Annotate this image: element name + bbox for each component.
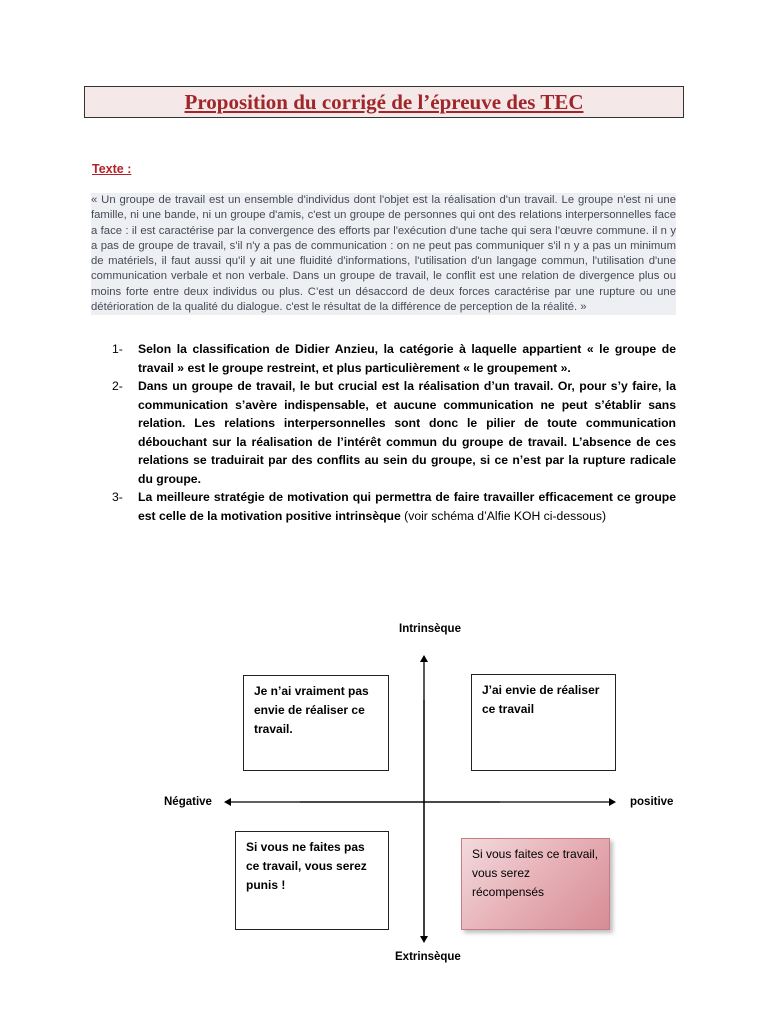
answer-text: Dans un groupe de travail, le but crucial est la réalisation d’un travail. Or, pour s’y faire, la communication s’avère indispensable, et aucune communication ne peut s’établir sans relation. Les relations interpersonnelles sont donc le pilier de toute communication débouchant sur la réalisation de l’intérêt commun du groupe de travail. L’absence de ces relations se traduirait par des conflits au sein du groupe, si ce n’est par la rupture radicale du groupe.	[138, 379, 676, 486]
texte-label: Texte :	[92, 162, 132, 176]
answer-number: 2-	[112, 379, 123, 393]
quadrant-positive-extrinsic: Si vous faites ce travail, vous serez récompensés	[461, 838, 610, 930]
axis-label-left: Négative	[164, 796, 212, 808]
answer-number: 1-	[112, 342, 123, 356]
answer-text-normal: (voir schéma d’Alfie KOH ci-dessous)	[400, 508, 606, 523]
page-title: Proposition du corrigé de l’épreuve des TEC	[184, 89, 584, 114]
answer-text: Selon la classification de Didier Anzieu, la catégorie à laquelle appartient « le groupe de travail » est le groupe restreint, et plus particulièrement « le groupement ».	[138, 342, 676, 375]
answer-text-bold: La meilleure stratégie de motivation qui permettra de faire travailler efficacement ce groupe est celle de la motivation positive intrinsèque	[138, 490, 676, 523]
axis-label-top: Intrinsèque	[399, 623, 461, 635]
axis-label-bottom: Extrinsèque	[395, 951, 461, 963]
quadrant-negative-extrinsic: Si vous ne faites pas ce travail, vous serez punis !	[235, 831, 389, 930]
quoted-text: « Un groupe de travail est un ensemble d'individus dont l'objet est la réalisation d'un travail. Le groupe n'est ni une famille, ni une bande, ni un groupe d'amis, c'est un groupe de personnes qui ont des relations interpersonnelles face a face : il est caractérise par la convergence des efforts par l'exécution d'une tache qui sera l’œuvre commune. il n y a pas de groupe de travail, s'il n'y a pas de communication : on ne peut pas communiquer s'il n y a pas un minimum de matériels, il faut aussi qu'il y ait une fluidité d'informations, l'utilisation d'un langage commun, l'utilisation d'une communication verbale et non verbale. Dans un groupe de travail, le conflit est une relation de divergence plus ou moins forte entre deux individus ou plus. C’est un désaccord de deux forces caractérise par une rupture ou une détérioration de la qualité du dialogue. c'est le résultat de la différence de perception de la réalité. »	[91, 193, 676, 315]
quadrant-positive-intrinsic: J’ai envie de réaliser ce travail	[471, 674, 616, 771]
axis-label-right: positive	[630, 796, 674, 808]
answer-number: 3-	[112, 490, 123, 504]
quadrant-negative-intrinsic: Je n’ai vraiment pas envie de réaliser ce travail.	[243, 675, 389, 771]
